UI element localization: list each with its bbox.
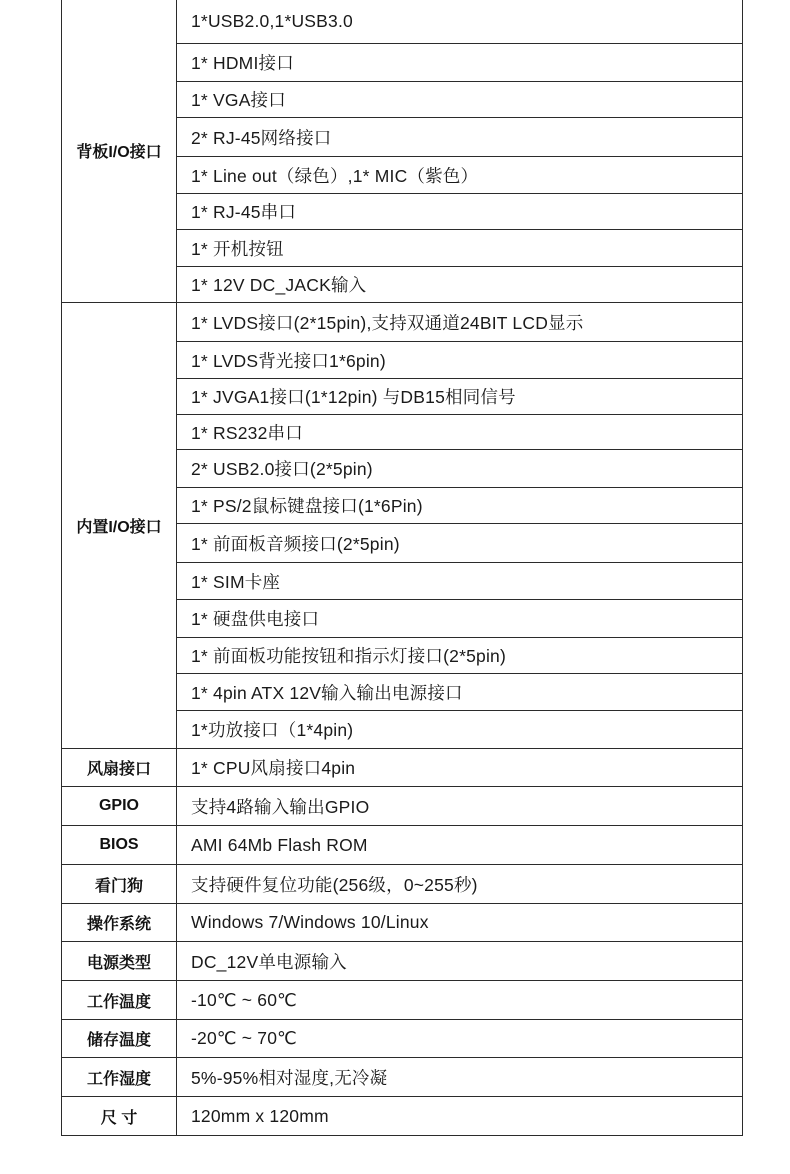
table-row [62, 826, 743, 865]
table-row [62, 865, 743, 904]
table-row [62, 749, 743, 787]
row-value-humidity: 5%-95%相对湿度,无冷凝 [177, 1058, 743, 1097]
row-value-bios: AMI 64Mb Flash ROM [177, 826, 743, 865]
spec-value: 2* RJ-45网络接口 [177, 118, 743, 157]
row-label-watchdog: 看门狗 [62, 865, 177, 904]
spec-value: 1* SIM卡座 [177, 563, 743, 600]
row-value-storage-temp: -20℃ ~ 70℃ [177, 1020, 743, 1058]
table-row [62, 904, 743, 942]
row-value-watchdog: 支持硬件复位功能(256级，0~255秒) [177, 865, 743, 904]
spec-value: 1* VGA接口 [177, 82, 743, 118]
spec-value: 1* 前面板功能按钮和指示灯接口(2*5pin) [177, 638, 743, 674]
row-value-gpio: 支持4路输入输出GPIO [177, 787, 743, 826]
spec-value: 1* LVDS背光接口1*6pin) [177, 342, 743, 379]
spec-value: 2* USB2.0接口(2*5pin) [177, 450, 743, 488]
spec-value: 1* RJ-45串口 [177, 194, 743, 230]
spec-value: 1*功放接口（1*4pin) [177, 711, 743, 749]
spec-table [61, 0, 743, 1136]
row-label-bios: BIOS [62, 826, 177, 865]
row-label-storage-temp: 储存温度 [62, 1020, 177, 1058]
row-label-fan: 风扇接口 [62, 749, 177, 787]
row-label-gpio: GPIO [62, 787, 177, 826]
table-row [62, 1058, 743, 1097]
row-value-dimensions: 120mm x 120mm [177, 1097, 743, 1136]
row-value-os: Windows 7/Windows 10/Linux [177, 904, 743, 942]
spec-value: 1* 硬盘供电接口 [177, 600, 743, 638]
row-label-dimensions: 尺 寸 [62, 1097, 177, 1136]
row-value-operating-temp: -10℃ ~ 60℃ [177, 981, 743, 1020]
spec-value: 1* LVDS接口(2*15pin),支持双通道24BIT LCD显示 [177, 303, 743, 342]
group-label-internal-io: 内置I/O接口 [62, 303, 177, 749]
spec-value: 1*USB2.0,1*USB3.0 [177, 0, 743, 44]
group-label-rear-io: 背板I/O接口 [62, 0, 177, 303]
row-label-humidity: 工作湿度 [62, 1058, 177, 1097]
spec-value: 1* HDMI接口 [177, 44, 743, 82]
row-label-power-type: 电源类型 [62, 942, 177, 981]
spec-value: 1* 开机按钮 [177, 230, 743, 267]
table-row [62, 787, 743, 826]
table-row [62, 942, 743, 981]
table-row [62, 1020, 743, 1058]
row-value-power-type: DC_12V单电源输入 [177, 942, 743, 981]
table-row [62, 303, 743, 342]
table-row [62, 981, 743, 1020]
spec-value: 1* 前面板音频接口(2*5pin) [177, 524, 743, 563]
table-row [62, 1097, 743, 1136]
spec-value: 1* Line out（绿色）,1* MIC（紫色） [177, 157, 743, 194]
row-label-operating-temp: 工作温度 [62, 981, 177, 1020]
spec-value: 1* 12V DC_JACK输入 [177, 267, 743, 303]
spec-value: 1* JVGA1接口(1*12pin) 与DB15相同信号 [177, 379, 743, 415]
spec-value: 1* PS/2鼠标键盘接口(1*6Pin) [177, 488, 743, 524]
table-row [62, 0, 743, 44]
spec-value: 1* 4pin ATX 12V输入输出电源接口 [177, 674, 743, 711]
spec-value: 1* RS232串口 [177, 415, 743, 450]
row-value-fan: 1* CPU风扇接口4pin [177, 749, 743, 787]
row-label-os: 操作系统 [62, 904, 177, 942]
